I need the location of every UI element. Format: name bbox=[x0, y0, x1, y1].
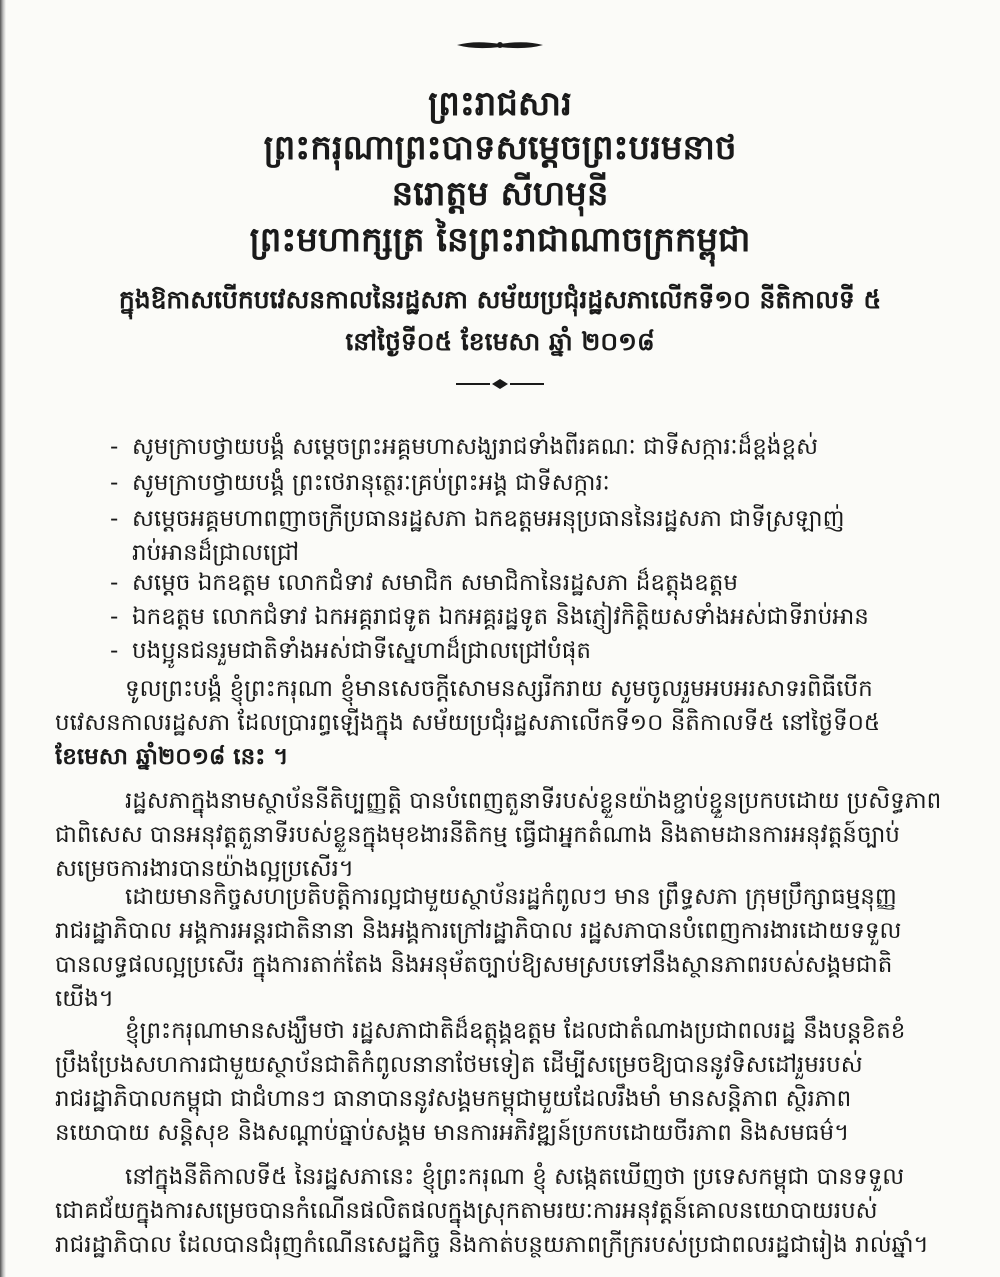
scan-edge bbox=[0, 0, 6, 1277]
salutation-item bbox=[110, 634, 970, 668]
salutation-text: ឯកឧត្ដម លោកជំទាវ ឯកអគ្គរាជទូត ឯកអគ្គរដ្ឋទូត និងភ្ញៀវកិត្តិយសទាំងអស់ជាទីរាប់អាន bbox=[132, 604, 869, 630]
paragraph-line: រាជរដ្ឋាភិបាលកម្ពុជា ជាជំហានៗ ធានាបាននូវសង្គមកម្ពុជាមួយដែលរឹងមាំ មានសន្តិភាព ស្ថិរភាព bbox=[55, 1086, 852, 1112]
title-line: ព្រះករុណាព្រះបាទសម្ដេចព្រះបរមនាថ bbox=[263, 128, 737, 168]
paragraph-line: ដោយមានកិច្ចសហប្រតិបត្តិការល្អជាមួយស្ថាប័នរដ្ឋកំពូលៗ មាន ព្រឹទ្ធសភា ក្រុមប្រឹក្សាធម្មនុញ្ញ bbox=[125, 884, 897, 910]
paragraph-line: ជោគជ័យក្នុងការសម្រេចបានកំណើនផលិតផលក្នុងស្រុកតាមរយៈការអនុវត្តន៍គោលនយោបាយរបស់ bbox=[55, 1198, 878, 1224]
salutation-item bbox=[110, 600, 970, 634]
title-line: ព្រះរាជសារ bbox=[428, 84, 572, 124]
salutation-item bbox=[110, 430, 970, 464]
paragraph-line: នៅក្នុងនីតិកាលទី៥ នៃរដ្ឋសភានេះ ខ្ញុំព្រះករុណា ខ្ញុំ សង្កេតឃើញថា ប្រទេសកម្ពុជា បានទទួល bbox=[125, 1164, 905, 1190]
salutation-text: សូមក្រាបថ្វាយបង្គំ ព្រះថេរានុត្ថេរៈគ្រប់ព្រះអង្គ ជាទីសក្ការៈ bbox=[132, 470, 610, 496]
paragraph bbox=[55, 1160, 945, 1262]
paragraph-line: រាជរដ្ឋាភិបាល ដែលបានជំរុញកំណើនសេដ្ឋកិច្ច និងកាត់បន្ថយភាពក្រីក្ររបស់ប្រជាពលរដ្ឋជារៀង រាល់ឆ្នាំ។ bbox=[55, 1232, 929, 1258]
subtitle-line: នៅថ្ងៃទី០៥ ខែមេសា ឆ្នាំ ២០១៨ bbox=[345, 327, 655, 356]
paragraph bbox=[55, 784, 945, 886]
paragraph-line: យើង។ bbox=[55, 986, 114, 1012]
ornamental-divider bbox=[452, 378, 548, 390]
salutation-text: សម្ដេច ឯកឧត្ដម លោកជំទាវ សមាជិក សមាជិកានៃរដ្ឋសភា ដ៏ឧត្ដុងឧត្ដម bbox=[132, 570, 738, 596]
salutation-text: សម្ដេចអគ្គមហាពញាចក្រីប្រធានរដ្ឋសភា ឯកឧត្ដមអនុប្រធាននៃរដ្ឋសភា ជាទីស្រឡាញ់ bbox=[132, 506, 845, 532]
paragraph-line: រាជរដ្ឋាភិបាល អង្គការអន្តរជាតិនានា និងអង្គការក្រៅរដ្ឋាភិបាល រដ្ឋសភាបានបំពេញការងារដោយទទួល bbox=[55, 918, 902, 944]
salutation-item bbox=[110, 566, 970, 600]
title-line: ព្រះមហាក្សត្រ នៃព្រះរាជាណាចក្រកម្ពុជា bbox=[249, 220, 751, 260]
paragraph bbox=[55, 880, 945, 1016]
paragraph-line: នយោបាយ សន្តិសុខ និងសណ្ដាប់ធ្នាប់សង្គម មានការអភិវឌ្ឍន៍ប្រកបដោយចីរភាព និងសមធម៌។ bbox=[55, 1120, 850, 1146]
paragraph-line: រដ្ឋសភាក្នុងនាមស្ថាប័ននីតិប្បញ្ញត្តិ បានបំពេញតួនាទីរបស់ខ្លួនយ៉ាងខ្ជាប់ខ្ជួនប្រកបដោយ ប្រសិទ្ធភាព bbox=[125, 788, 942, 814]
salutation-item bbox=[110, 466, 970, 500]
paragraph-line: ជាពិសេស បានអនុវត្តតួនាទីរបស់ខ្លួនក្នុងមុខងារនីតិកម្ម ធ្វើជាអ្នកតំណាង និងតាមដានការអនុវត្តន៍ច្បាប់ bbox=[55, 822, 900, 848]
paragraph-line: បានលទ្ធផលល្អប្រសើរ ក្នុងការតាក់តែង និងអនុម័តច្បាប់ឱ្យសមស្របទៅនឹងស្ថានភាពរបស់សង្គមជាតិ bbox=[55, 952, 893, 978]
list-dash: - bbox=[110, 604, 119, 630]
title-block bbox=[150, 84, 850, 274]
paragraph-line: ខែមេសា ឆ្នាំ២០១៨ នេះ ។ bbox=[55, 744, 289, 770]
paragraph bbox=[55, 672, 945, 774]
paragraph-line: ប្រឹងប្រែងសហការជាមួយស្ថាប័នជាតិកំពូលនានាថែមទៀត ដើម្បីសម្រេចឱ្យបាននូវទិសដៅរួមរបស់ bbox=[55, 1052, 863, 1078]
list-dash: - bbox=[110, 506, 119, 532]
paragraph-line: បវេសនកាលរដ្ឋសភា ដែលប្រារព្ធឡើងក្នុង សម័យប្រជុំរដ្ឋសភាលើកទី១០ នីតិកាលទី៥ នៅថ្ងៃទី០៥ bbox=[55, 710, 881, 736]
list-dash: - bbox=[110, 470, 119, 496]
list-dash: - bbox=[110, 434, 119, 460]
title-line: នរោត្ដម សីហមុនី bbox=[391, 174, 609, 214]
salutation-continuation: រាប់អានដ៏ជ្រាលជ្រៅ bbox=[132, 540, 299, 566]
paragraph-line: ទូលព្រះបង្គំ ខ្ញុំព្រះករុណា ខ្ញុំមានសេចក្ដីសោមនស្សរីករាយ សូមចូលរួមអបអរសាទរពិធីបើក bbox=[125, 676, 873, 702]
subtitle-line: ក្នុងឱកាសបើកបវេសនកាលនៃរដ្ឋសភា សម័យប្រជុំរដ្ឋសភាលើកទី១០ នីតិកាលទី ៥ bbox=[118, 285, 882, 314]
list-dash: - bbox=[110, 638, 119, 664]
paragraph-line: ខ្ញុំព្រះករុណាមានសង្ឃឹមថា រដ្ឋសភាជាតិដ៏ឧត្ដុង្គឧត្ដម ដែលជាតំណាងប្រជាពលរដ្ឋ នឹងបន្តខិតខំ bbox=[125, 1018, 906, 1044]
salutation-text: បងប្អូនជនរួមជាតិទាំងអស់ជាទីស្នេហាដ៏ជ្រាលជ្រៅបំផុត bbox=[132, 638, 591, 664]
list-dash: - bbox=[110, 570, 119, 596]
paragraph bbox=[55, 1014, 945, 1150]
salutation-text: សូមក្រាបថ្វាយបង្គំ សម្ដេចព្រះអគ្គមហាសង្ឃរាជទាំងពីរគណៈ ជាទីសក្ការៈដ៏ខ្ពង់ខ្ពស់ bbox=[132, 434, 818, 460]
salutation-item bbox=[110, 502, 970, 570]
top-ornament bbox=[455, 38, 545, 52]
paragraph-line: សម្រេចការងារបានយ៉ាងល្អប្រសើរ។ bbox=[55, 856, 354, 882]
